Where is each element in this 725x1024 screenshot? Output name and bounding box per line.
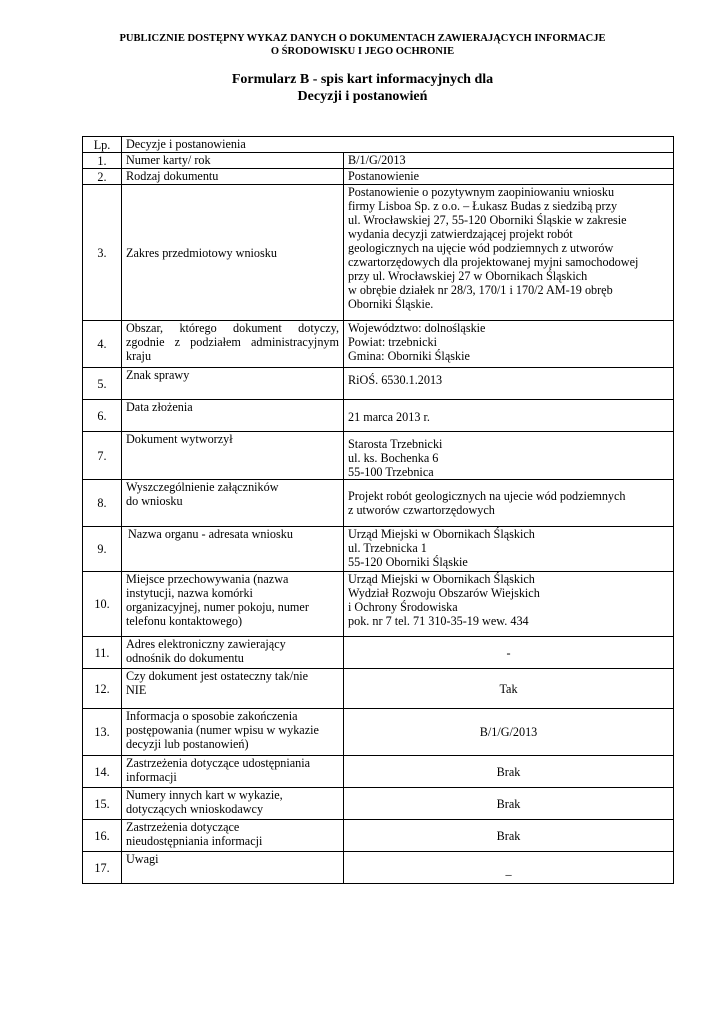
row-label (122, 400, 344, 432)
value-line: B/1/G/2013 (479, 725, 538, 739)
value-line: przy ul. Wrocławskiej 27 w Obornikach Śląskich (348, 269, 588, 283)
value-line: Urząd Miejski w Obornikach Śląskich (348, 527, 535, 541)
table-row (83, 572, 674, 637)
row-number: 4. (83, 321, 122, 368)
row-value (344, 400, 674, 432)
value-line: Postanowienie o pozytywnym zaopiniowaniu wniosku (348, 185, 615, 199)
table-row (83, 709, 674, 756)
label-line: do wniosku (126, 494, 183, 508)
header-line-1: PUBLICZNIE DOSTĘPNY WYKAZ DANYCH O DOKUMENTACH ZAWIERAJĄCYCH INFORMACJE (119, 33, 606, 44)
value-line: Powiat: trzebnicki (348, 335, 438, 349)
row-label (122, 480, 344, 527)
row-number: 10. (83, 572, 122, 637)
value-line: firmy Lisboa Sp. z o.o. – Łukasz Budas z siedzibą przy (348, 199, 618, 213)
form-title (0, 71, 725, 105)
row-number: 15. (83, 788, 122, 820)
value-line: wydania decyzji zatwierdzającej projekt robót (348, 227, 573, 241)
label-line: informacji (126, 770, 177, 784)
row-value (344, 169, 674, 185)
label-line: Znak sprawy (126, 368, 190, 382)
row-label (122, 852, 344, 884)
table-row (83, 637, 674, 669)
row-number: 3. (83, 185, 122, 321)
lp-header: Lp. (83, 137, 122, 153)
label-line: Miejsce przechowywania (nazwa (126, 572, 289, 586)
value-line: ul. ks. Bochenka 6 (348, 451, 439, 465)
label-line: instytucji, nazwa komórki (126, 586, 253, 600)
label-line: kraju (126, 349, 152, 363)
row-number: 8. (83, 480, 122, 527)
value-line: ul. Wrocławskiej 27, 55-120 Oborniki Śląskie w zakresie (348, 213, 627, 227)
row-label (122, 368, 344, 400)
value-line: Brak (496, 796, 521, 811)
value-line: _ (505, 863, 512, 877)
section-header: Decyzje i postanowienia (122, 137, 674, 153)
label-line: Adres elektroniczny zawierający (126, 637, 286, 651)
row-label (122, 572, 344, 637)
table-row (83, 400, 674, 432)
row-number: 17. (83, 852, 122, 884)
row-label (122, 637, 344, 669)
label-line: odnośnik do dokumentu (126, 651, 244, 665)
label-line: Dokument wytworzył (126, 432, 233, 446)
table-row (83, 756, 674, 788)
label-line: Zakres przedmiotowy wniosku (126, 245, 277, 260)
document-header (0, 32, 725, 58)
row-value (344, 756, 674, 788)
table-row (83, 432, 674, 480)
row-value (344, 432, 674, 480)
value-line: geologicznych na ujęcie wód podziemnych z utworów (348, 241, 614, 255)
table-row (83, 321, 674, 368)
value-line: Województwo: dolnośląskie (348, 321, 486, 335)
label-line: postępowania (numer wpisu w wykazie (126, 723, 319, 737)
label-line: zgodnie z podziałem administracyjnym (126, 335, 339, 349)
row-number: 6. (83, 400, 122, 432)
row-label (122, 527, 344, 572)
decisions-table (82, 136, 674, 884)
row-label (122, 185, 344, 321)
label-line: Nazwa organu - adresata wniosku (128, 527, 293, 541)
value-line: Brak (496, 828, 521, 843)
label-line: Wyszczególnienie załączników (126, 480, 279, 494)
row-value (344, 153, 674, 169)
value-line: Urząd Miejski w Obornikach Śląskich (348, 572, 535, 586)
table-row (83, 153, 674, 169)
row-value (344, 185, 674, 321)
header-line-2: O ŚRODOWISKU I JEGO OCHRONIE (270, 46, 455, 57)
row-value (344, 368, 674, 400)
value-line: i Ochrony Środowiska (348, 600, 458, 614)
value-line: 55-120 Oborniki Śląskie (348, 555, 468, 569)
row-value (344, 788, 674, 820)
value-line: Starosta Trzebnicki (348, 437, 443, 451)
table-row (83, 480, 674, 527)
row-label (122, 709, 344, 756)
label-line: Numer karty/ rok (126, 153, 211, 167)
label-line: decyzji lub postanowień) (126, 737, 249, 751)
table-row (83, 669, 674, 709)
value-line: Tak (499, 681, 518, 696)
row-value (344, 527, 674, 572)
title-line-2: Decyzji i postanowień (297, 89, 428, 104)
row-label (122, 788, 344, 820)
value-line: 55-100 Trzebnica (348, 465, 434, 479)
value-line: Brak (496, 764, 521, 779)
value-line: - (506, 645, 511, 660)
value-line: Oborniki Śląskie. (348, 297, 434, 311)
row-value (344, 480, 674, 527)
row-value (344, 820, 674, 852)
row-label (122, 432, 344, 480)
row-number: 16. (83, 820, 122, 852)
row-number: 9. (83, 527, 122, 572)
label-line: nieudostępniania informacji (126, 834, 263, 848)
label-line: Obszar, którego dokument dotyczy, (126, 321, 339, 335)
row-value (344, 572, 674, 637)
row-label (122, 153, 344, 169)
row-value (344, 321, 674, 368)
label-line: Numery innych kart w wykazie, (126, 788, 283, 802)
table-row (83, 527, 674, 572)
row-label (122, 321, 344, 368)
label-line: Rodzaj dokumentu (126, 169, 219, 183)
label-line: Czy dokument jest ostateczny tak/nie (126, 669, 309, 683)
table-row (83, 820, 674, 852)
row-value (344, 637, 674, 669)
row-number: 7. (83, 432, 122, 480)
table-row (83, 368, 674, 400)
row-label (122, 669, 344, 709)
value-line: B/1/G/2013 (348, 153, 406, 167)
row-number: 12. (83, 669, 122, 709)
value-line: Gmina: Oborniki Śląskie (348, 349, 470, 363)
label-line: Uwagi (126, 852, 159, 866)
value-line: Projekt robót geologicznych na ujecie wód podziemnych (348, 489, 626, 503)
row-number: 13. (83, 709, 122, 756)
row-number: 5. (83, 368, 122, 400)
value-line: czwartorzędowych dla projektowanej myjni samochodowej (348, 255, 639, 269)
value-line: z utworów czwartorzędowych (348, 503, 495, 517)
table-row (83, 788, 674, 820)
row-label (122, 169, 344, 185)
value-line: pok. nr 7 tel. 71 310-35-19 wew. 434 (348, 614, 529, 628)
table-row (83, 185, 674, 321)
table-row (83, 169, 674, 185)
value-line: w obrębie działek nr 28/3, 170/1 i 170/2 AM-19 obręb (348, 283, 613, 297)
label-line: Zastrzeżenia dotyczące (126, 820, 240, 834)
value-line: Wydział Rozwoju Obszarów Wiejskich (348, 586, 540, 600)
value-line: RiOŚ. 6530.1.2013 (348, 373, 443, 387)
row-value (344, 709, 674, 756)
label-line: Data złożenia (126, 400, 193, 414)
row-number: 14. (83, 756, 122, 788)
label-line: dotyczących wnioskodawcy (126, 802, 264, 816)
value-line: ul. Trzebnicka 1 (348, 541, 427, 555)
row-value (344, 669, 674, 709)
title-line-1: Formularz B - spis kart informacyjnych dla (231, 72, 494, 87)
table-header-row (83, 137, 674, 153)
label-line: telefonu kontaktowego) (126, 614, 243, 628)
row-label (122, 756, 344, 788)
row-number: 11. (83, 637, 122, 669)
label-line: organizacyjnej, numer pokoju, numer (126, 600, 309, 614)
label-line: NIE (126, 683, 147, 697)
label-line: Informacja o sposobie zakończenia (126, 709, 298, 723)
row-number: 2. (83, 169, 122, 185)
value-line: Postanowienie (348, 169, 420, 183)
row-value (344, 852, 674, 884)
row-label (122, 820, 344, 852)
label-line: Zastrzeżenia dotyczące udostępniania (126, 756, 311, 770)
row-number: 1. (83, 153, 122, 169)
table-row (83, 852, 674, 884)
value-line: 21 marca 2013 r. (348, 410, 430, 424)
